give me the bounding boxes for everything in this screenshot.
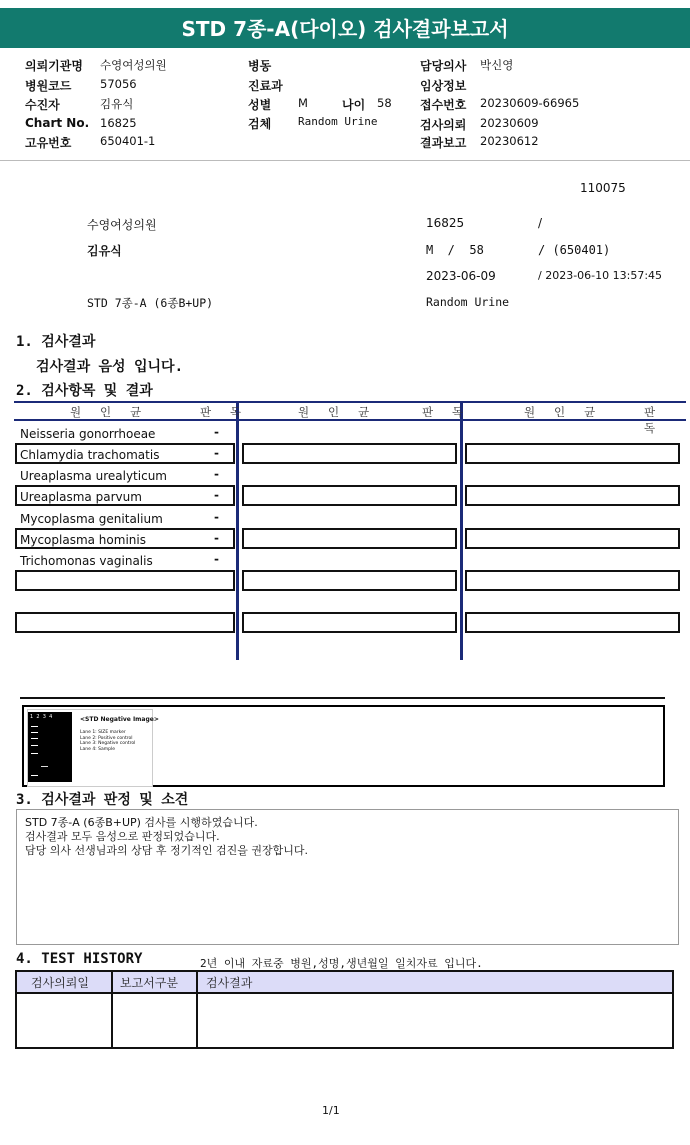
organism-result: - xyxy=(214,446,219,460)
summary-chart: 16825 xyxy=(426,216,465,230)
col-header-result-1: 판 독 xyxy=(200,405,248,419)
summary-institution: 수영여성의원 xyxy=(87,218,157,232)
section1-result: 검사결과 음성 입니다. xyxy=(36,359,184,375)
hospital-code-value: 57056 xyxy=(100,77,137,91)
organism-result: - xyxy=(214,552,219,566)
age-value: 58 xyxy=(377,96,392,110)
col-header-organism-1: 원 인 균 xyxy=(70,405,148,419)
empty-box xyxy=(242,570,457,591)
gel-band xyxy=(41,766,48,767)
age-label: 나이 xyxy=(342,98,366,112)
gel-band xyxy=(31,745,38,746)
doctor-value: 박신영 xyxy=(480,58,514,72)
summary-slash: / xyxy=(538,216,543,230)
clinical-label: 임상정보 xyxy=(420,79,467,93)
section2-title: 2. 검사항목 및 결과 xyxy=(16,383,153,399)
summary-date2: / 2023-06-10 13:57:45 xyxy=(538,269,663,282)
section4-title: 4. TEST HISTORY xyxy=(16,951,143,967)
organism-result: - xyxy=(214,510,219,524)
unique-label: 고유번호 xyxy=(25,136,72,150)
gel-lane-numbers: 1 2 3 4 xyxy=(30,714,53,720)
history-table xyxy=(15,970,674,1049)
empty-box xyxy=(465,443,680,464)
gel-top-rule xyxy=(20,697,665,699)
history-table-header xyxy=(17,972,672,994)
unique-value: 650401-1 xyxy=(100,134,156,148)
summary-patient: 김유식 xyxy=(87,244,122,258)
history-col-request-date: 검사의뢰일 xyxy=(31,976,89,990)
page-number: 1/1 xyxy=(322,1104,340,1117)
report-date-value: 20230612 xyxy=(480,134,539,148)
col-header-result-3: 판 독 xyxy=(644,405,662,435)
col-header-organism-3: 원 인 균 xyxy=(524,405,602,419)
row-box-5 xyxy=(15,612,235,633)
gel-band xyxy=(31,753,38,754)
findings-box xyxy=(16,809,679,945)
table-col-divider-2 xyxy=(460,401,463,660)
summary-date1: 2023-06-09 xyxy=(426,269,496,283)
gel-legend-lane1: Lane 1: SIZE marker xyxy=(80,730,126,735)
gel-legend xyxy=(80,730,135,752)
history-col-report-type: 보고서구분 xyxy=(120,976,178,990)
receipt-label: 접수번호 xyxy=(420,98,467,112)
organism-name: Mycoplasma hominis xyxy=(20,533,146,547)
gel-legend-lane4: Lane 4: Sample xyxy=(80,746,115,752)
hospital-code-label: 병원코드 xyxy=(25,79,72,93)
ward-label: 병동 xyxy=(248,59,272,73)
empty-box xyxy=(242,612,457,633)
gel-band xyxy=(31,738,38,739)
row-box-4 xyxy=(15,570,235,591)
organism-result: - xyxy=(214,531,219,545)
table-top-rule xyxy=(14,401,686,403)
section4-note: 2년 이내 자료중 병원,성명,생년월일 일치자료 입니다. xyxy=(200,957,483,970)
section3-title: 3. 검사결과 판정 및 소견 xyxy=(16,792,189,808)
gel-legend-lane2: Lane 2: Positive control xyxy=(80,735,133,741)
sex-value: M xyxy=(298,96,308,110)
patient-label: 수진자 xyxy=(25,98,60,112)
gel-band xyxy=(31,732,38,733)
section1-title: 1. 검사결과 xyxy=(16,334,96,350)
findings-line-2: 검사결과 모두 음성으로 판정되었습니다. xyxy=(25,830,220,843)
gel-image xyxy=(28,712,72,782)
col-header-result-2: 판 독 xyxy=(422,405,470,419)
specimen-value: Random Urine xyxy=(298,115,378,128)
empty-box xyxy=(465,612,680,633)
header-divider xyxy=(0,160,690,161)
empty-box xyxy=(465,485,680,506)
receipt-value: 20230609-66965 xyxy=(480,96,580,110)
institution-value: 수영여성의원 xyxy=(100,58,167,72)
specimen-label: 검체 xyxy=(248,117,272,131)
institution-label: 의뢰기관명 xyxy=(25,59,83,73)
organism-result: - xyxy=(214,488,219,502)
gel-band xyxy=(31,775,38,776)
summary-test-name: STD 7종-A (6종B+UP) xyxy=(87,296,214,310)
sex-label: 성별 xyxy=(248,98,272,112)
request-value: 20230609 xyxy=(480,116,539,130)
empty-box xyxy=(242,485,457,506)
organism-name: Trichomonas vaginalis xyxy=(20,554,153,568)
summary-specimen: Random Urine xyxy=(426,295,510,309)
organism-result: - xyxy=(214,425,219,439)
gel-title: <STD Negative Image> xyxy=(80,716,159,723)
dept-label: 진료과 xyxy=(248,79,283,93)
doc-number: 110075 xyxy=(580,181,626,195)
gel-band xyxy=(31,726,38,727)
findings-line-1: STD 7종-A (6종B+UP) 검사를 시행하였습니다. xyxy=(25,816,258,829)
history-col-result: 검사결과 xyxy=(206,976,253,990)
organism-name: Mycoplasma genitalium xyxy=(20,512,163,526)
chart-label: Chart No. xyxy=(25,116,90,130)
history-col-divider xyxy=(111,972,113,1047)
patient-value: 김유식 xyxy=(100,97,134,111)
findings-line-3: 담당 의사 선생님과의 상담 후 정기적인 검진을 권장합니다. xyxy=(25,844,308,857)
organism-name: Ureaplasma parvum xyxy=(20,490,142,504)
col-header-organism-2: 원 인 균 xyxy=(298,405,376,419)
gel-legend-lane3: Lane 3: Negative control xyxy=(80,741,136,746)
summary-unique: / (650401) xyxy=(538,243,611,257)
table-col-divider-1 xyxy=(236,401,239,660)
empty-box xyxy=(465,528,680,549)
summary-sex-age: M / 58 xyxy=(426,243,484,257)
history-col-divider xyxy=(196,972,198,1047)
organism-name: Neisseria gonorrhoeae xyxy=(20,427,156,441)
empty-box xyxy=(465,570,680,591)
doctor-label: 담당의사 xyxy=(420,59,467,73)
report-title: STD 7종-A(다이오) 검사결과보고서 xyxy=(0,8,690,48)
organism-result: - xyxy=(214,467,219,481)
organism-name: Chlamydia trachomatis xyxy=(20,448,160,462)
empty-box xyxy=(242,528,457,549)
request-label: 검사의뢰 xyxy=(420,118,467,132)
empty-box xyxy=(242,443,457,464)
report-date-label: 결과보고 xyxy=(420,136,467,150)
organism-name: Ureaplasma urealyticum xyxy=(20,469,167,483)
chart-value: 16825 xyxy=(100,116,137,130)
